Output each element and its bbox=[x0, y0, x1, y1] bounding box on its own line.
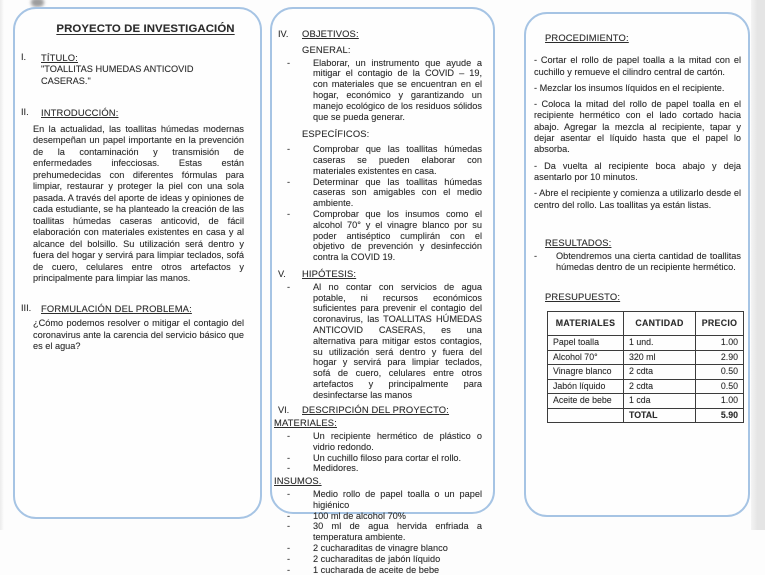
section-titulo bbox=[21, 52, 244, 88]
list-item bbox=[287, 511, 482, 522]
dash-bullet bbox=[287, 565, 313, 575]
heading-materiales: MATERIALES: bbox=[274, 417, 337, 429]
titulo-text: "TOALLITAS HUMEDAS ANTICOVID CASERAS." bbox=[41, 64, 194, 86]
procedure-step: - Da vuelta al recipiente boca abajo y deja asentarlo por 10 minutos. bbox=[534, 160, 741, 182]
insumos-list bbox=[274, 489, 482, 575]
heading-hipotesis: HIPÓTESIS: bbox=[302, 267, 357, 279]
list-item bbox=[287, 144, 482, 176]
heading-procedimiento: PROCEDIMIENTO: bbox=[545, 32, 629, 43]
introduccion-text: En la actualidad, las toallitas húmedas modernas desempeñan un papel importante en la prevención de la contaminación y transmisión de enfermedades infecciosas. Estas están prehumedecidas con diferentes fórmulas para limpiar, restaurar y proteger la piel con una sola pasada. A través del aporte de ideas y opiniones de cada estudiante, se ha planteado la creación de las toallitas húmedas caseras anticovid, de fácil elaboración con materiales existentes en casa y al alcance del bolsillo. Su utilización será dentro y fuera del hogar y servirá para limpiar teclados, sofá de cuero, celulares entre otros artefactos y principalmente para limpiar las manos. bbox=[33, 123, 244, 283]
resultado-item-text: Obtendremos una cierta cantidad de toallitas húmedas dentro de un recipiente hermético. bbox=[556, 251, 741, 273]
dash-bullet bbox=[287, 521, 313, 543]
column-header-cantidad: CANTIDAD bbox=[624, 312, 696, 336]
heading-titulo: TÍTULO: bbox=[41, 51, 78, 63]
general-item-text: Elaborar, un instrumento que ayude a mitigar el contagio de la COVID – 19, con materiales que se encuentran en el hogar, económico y garantizando un manejo ecológico de los residuos sólidos que se pueda generar. bbox=[313, 57, 482, 122]
heading-presupuesto: PRESUPUESTO: bbox=[545, 290, 621, 302]
procedure-step: - Coloca la mitad del rollo de papel toalla en el recipiente hermético con el lado cortado hacia abajo. Agregar la mezcla al recipiente, tapar y dejar asentar el líquido hasta que el papel lo absorba. bbox=[534, 99, 741, 155]
materiales-list bbox=[274, 431, 482, 474]
section-hipotesis bbox=[278, 269, 482, 280]
panel-right-content bbox=[526, 14, 748, 423]
table-row bbox=[548, 365, 744, 380]
material-item-text: Un recipiente hermético de plástico o vidrio redondo. bbox=[313, 431, 482, 452]
list-item bbox=[287, 554, 482, 565]
list-item bbox=[287, 453, 482, 464]
scan-artifact bbox=[31, 0, 44, 7]
table-cell-cantidad: 1 cda bbox=[624, 394, 696, 409]
heading-formulacion: FORMULACIÓN DEL PROBLEMA: bbox=[41, 302, 192, 314]
heading-introduccion: INTRODUCCIÓN: bbox=[41, 107, 119, 118]
list-item bbox=[287, 431, 482, 453]
list-item bbox=[287, 177, 482, 209]
insumo-item-text: 100 ml de alcohol 70% bbox=[313, 510, 406, 521]
section-introduccion bbox=[21, 107, 244, 119]
budget-table bbox=[547, 311, 744, 423]
section-descripcion bbox=[278, 405, 482, 416]
insumo-item-text: 2 cucharaditas de vinagre blanco bbox=[313, 543, 448, 554]
especificos-list bbox=[274, 144, 482, 263]
dash-bullet bbox=[287, 543, 313, 554]
dash-bullet bbox=[287, 177, 313, 209]
insumo-item-text: 30 ml de agua hervida enfriada a temperatura ambiente. bbox=[313, 521, 482, 543]
heading-descripcion: DESCRIPCIÓN DEL PROYECTO: bbox=[302, 403, 450, 415]
dash-bullet bbox=[287, 554, 313, 565]
panel-left-content bbox=[15, 9, 260, 353]
procedure-step: - Abre el recipiente y comienza a utilizarlo desde el centro del rollo. Las toallitas ya están listas. bbox=[534, 188, 741, 210]
section-number: VI. bbox=[278, 404, 290, 415]
panel-right bbox=[524, 12, 750, 517]
table-cell-cantidad: 2 cdta bbox=[624, 365, 696, 380]
list-item bbox=[287, 521, 482, 543]
insumo-item-text: 2 cucharaditas de jabón líquido bbox=[313, 553, 441, 564]
section-number: II. bbox=[21, 107, 29, 117]
list-item bbox=[287, 282, 482, 401]
dash-bullet bbox=[287, 144, 313, 176]
hipotesis-item-text: Al no contar con servicios de agua potable, ni recursos económicos suficientes para prevenir el contagio del coronavirus, las TOALLITAS HÚMEDAS ANTICOVID CASERAS, es una alternativa para mitigar estos contagios, su utilización será dentro y fuera del hogar y servirá para limpiar teclados, sofá de cuero, celulares entre otros artefactos y principalmente para desinfectarse las manos bbox=[313, 281, 482, 400]
procedure-step: - Mezclar los insumos líquidos en el recipiente. bbox=[534, 82, 725, 93]
column-header-materiales: MATERIALES bbox=[548, 312, 624, 336]
table-cell-total-value: 5.90 bbox=[696, 408, 744, 423]
table-cell-cantidad: 1 und. bbox=[624, 336, 696, 351]
material-item-text: Medidores. bbox=[313, 463, 359, 474]
page-left-edge bbox=[0, 0, 4, 530]
section-body bbox=[41, 52, 244, 88]
label-especificos: ESPECÍFICOS: bbox=[302, 128, 370, 140]
section-formulacion bbox=[21, 303, 244, 315]
insumo-item-text: Medio rollo de papel toalla o un papel higiénico bbox=[313, 489, 482, 510]
table-row bbox=[548, 350, 744, 365]
procedure-step: - Cortar el rollo de papel toalla a la mitad con el cuchillo y remueve el cilindro central de cartón. bbox=[534, 55, 741, 77]
table-cell-material: Jabón líquido bbox=[548, 379, 624, 394]
table-header-row bbox=[548, 312, 744, 336]
dash-bullet bbox=[534, 251, 556, 274]
list-item bbox=[287, 463, 482, 474]
panel-middle-content bbox=[272, 9, 493, 575]
table-row bbox=[548, 394, 744, 409]
list-item bbox=[287, 543, 482, 554]
table-cell-precio: 0.50 bbox=[696, 365, 744, 380]
table-row bbox=[548, 336, 744, 351]
list-item bbox=[287, 565, 482, 575]
general-list bbox=[274, 58, 482, 123]
especifico-item-text: Comprobar que los insumos como el alcohol 70° y el vinagre blanco por su poder antiséptico cumplirán con el objetivo de prevención y desinfección contra la COVID 19. bbox=[313, 208, 482, 263]
dash-bullet bbox=[287, 209, 313, 263]
especifico-item-text: Comprobar que las toallitas húmedas caseras se pueden elaborar con materiales existentes en casa. bbox=[313, 144, 482, 176]
list-item bbox=[287, 489, 482, 511]
table-cell-precio: 0.50 bbox=[696, 379, 744, 394]
table-row bbox=[548, 379, 744, 394]
list-item bbox=[287, 209, 482, 263]
column-header-precio: PRECIO bbox=[696, 312, 744, 336]
dash-bullet bbox=[287, 282, 313, 401]
page-edge-shadow bbox=[751, 0, 765, 530]
especifico-item-text: Determinar que las toallitas húmedas caseras son amigables con el medio ambiente. bbox=[313, 176, 482, 209]
section-number: V. bbox=[278, 268, 286, 279]
dash-bullet bbox=[287, 453, 313, 464]
section-number: III. bbox=[21, 302, 32, 313]
table-cell-material: Papel toalla bbox=[548, 336, 624, 351]
panel-middle bbox=[270, 7, 495, 575]
table-cell-material: Vinagre blanco bbox=[548, 365, 624, 380]
label-general: GENERAL: bbox=[302, 43, 351, 55]
heading-resultados: RESULTADOS: bbox=[545, 236, 612, 248]
hipotesis-list bbox=[274, 282, 482, 401]
section-objetivos bbox=[278, 29, 482, 40]
table-cell-precio: 1.00 bbox=[696, 336, 744, 351]
table-total-row bbox=[548, 408, 744, 423]
formulacion-text: ¿Cómo podemos resolver o mitigar el contagio del coronavirus ante la carencia del servicio básico que es el agua? bbox=[33, 318, 244, 351]
list-item bbox=[534, 251, 741, 274]
insumo-item-text: 1 cucharada de aceite de bebe bbox=[313, 564, 440, 575]
list-item bbox=[287, 58, 482, 123]
heading-objetivos: OBJETIVOS: bbox=[302, 28, 359, 39]
table-cell-total-label: TOTAL bbox=[624, 408, 696, 423]
dash-bullet bbox=[287, 489, 313, 511]
dash-bullet bbox=[287, 431, 313, 453]
table-cell-material: Aceite de bebe bbox=[548, 394, 624, 409]
material-item-text: Un cuchillo filoso para cortar el rollo. bbox=[313, 452, 462, 463]
dash-bullet bbox=[287, 463, 313, 474]
section-number: I. bbox=[21, 51, 27, 62]
table-cell-material bbox=[548, 408, 624, 423]
table-cell-cantidad: 2 cdta bbox=[624, 379, 696, 394]
heading-insumos: INSUMOS. bbox=[274, 475, 322, 487]
section-number: IV. bbox=[278, 29, 289, 39]
dash-bullet bbox=[287, 58, 313, 123]
panel-left bbox=[13, 7, 262, 519]
table-cell-precio: 1.00 bbox=[696, 394, 744, 409]
table-cell-cantidad: 320 ml bbox=[624, 350, 696, 365]
table-cell-material: Alcohol 70° bbox=[548, 350, 624, 365]
dash-bullet bbox=[287, 511, 313, 522]
page-title: PROYECTO DE INVESTIGACIÓN bbox=[56, 23, 235, 35]
table-cell-precio: 2.90 bbox=[696, 350, 744, 365]
